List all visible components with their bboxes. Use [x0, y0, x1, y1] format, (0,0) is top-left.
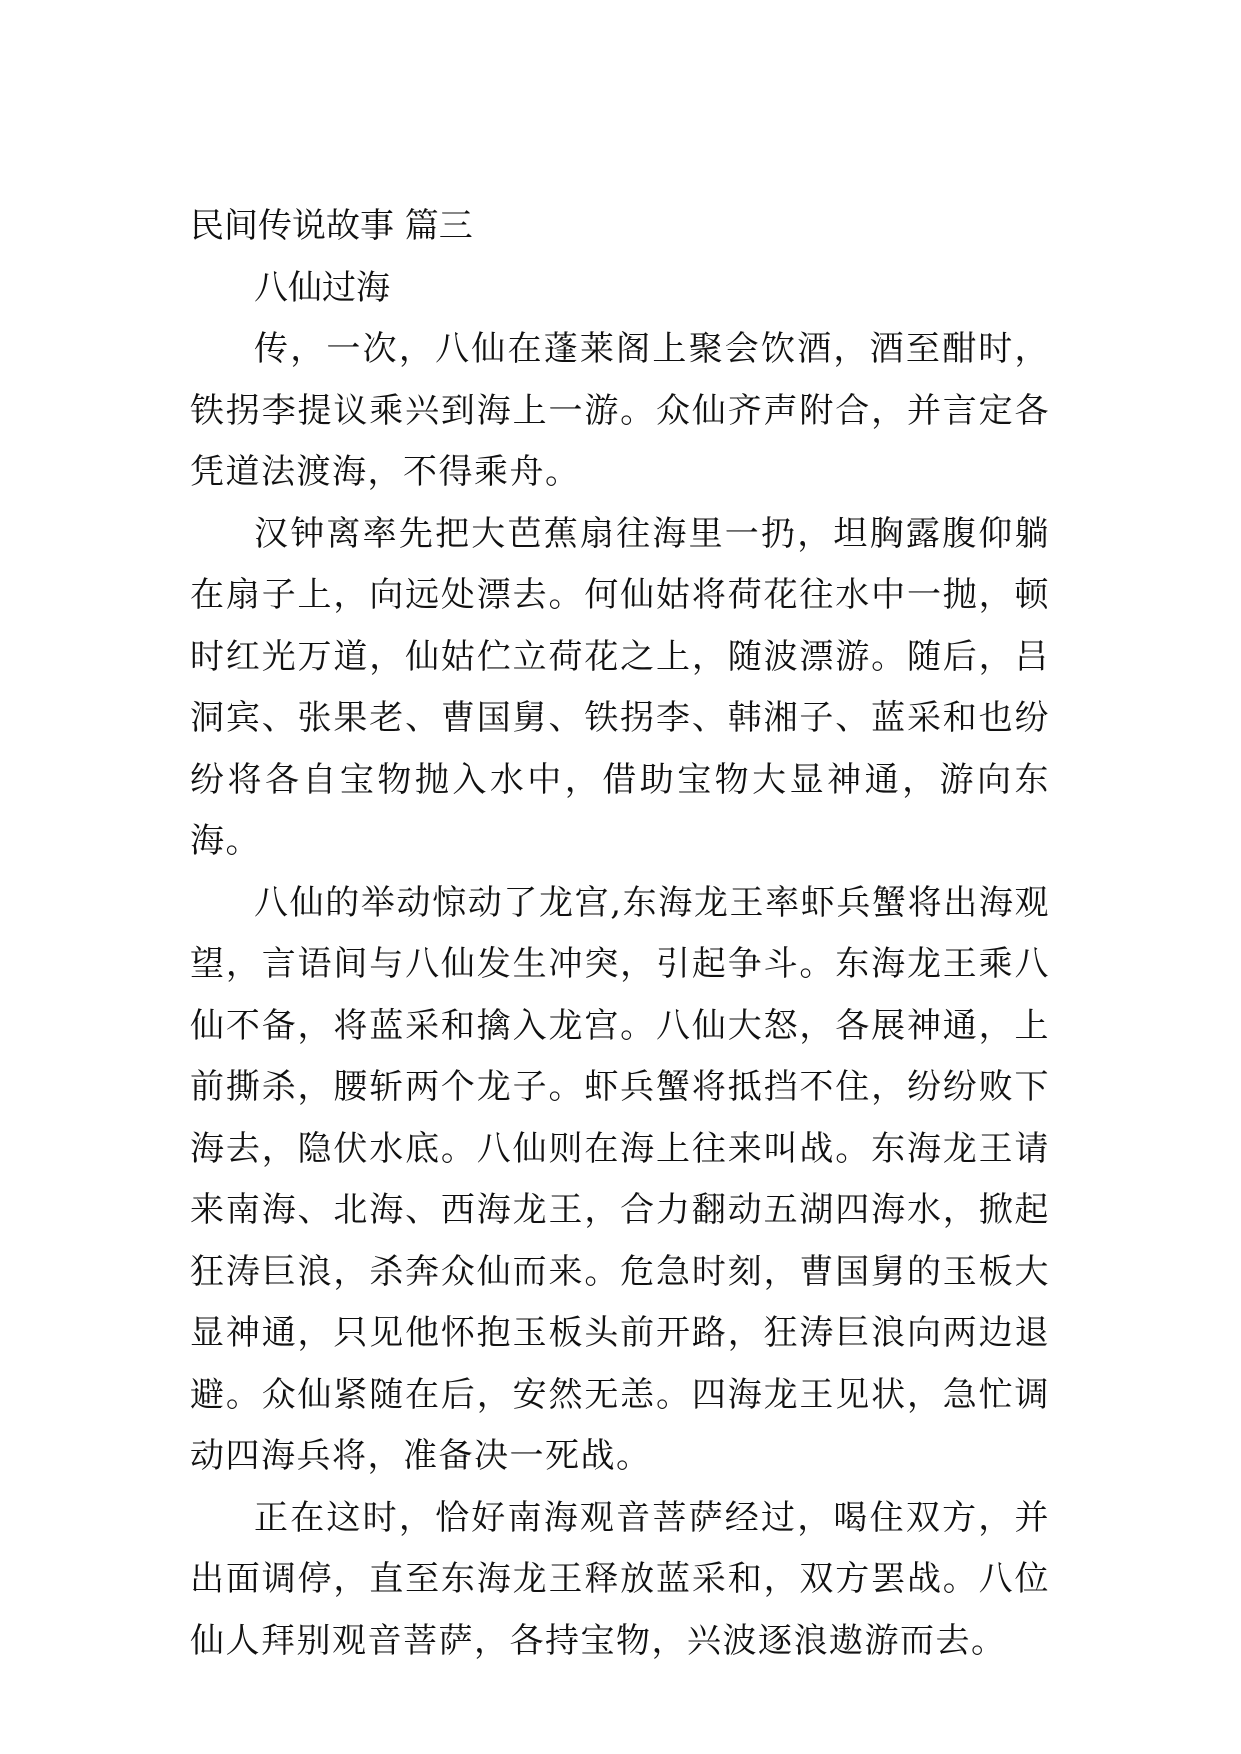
paragraph: 正在这时，恰好南海观音菩萨经过，喝住双方，并出面调停，直至东海龙王释放蓝采和，双方罢战。八位仙人拜别观音菩萨，各持宝物，兴波逐浪遨游而去。 — [190, 1497, 1050, 1661]
document-heading: 民间传说故事 篇三 — [190, 206, 473, 246]
paragraph: 汉钟离率先把大芭蕉扇往海里一扔，坦胸露腹仰躺在扇子上，向远处漂去。何仙姑将荷花往水中一抛，顿时红光万道，仙姑伫立荷花之上，随波漂游。随后，吕洞宾、张果老、曹国舅、铁拐李、韩湘子、蓝采和也纷纷将各自宝物抛入水中，借助宝物大显神通，游向东海。 — [190, 513, 1050, 861]
story-title: 八仙过海 — [254, 267, 390, 308]
paragraph: 传，一次，八仙在蓬莱阁上聚会饮酒，酒至酣时，铁拐李提议乘兴到海上一游。众仙齐声附合，并言定各凭道法渡海，不得乘舟。 — [190, 329, 1050, 492]
paragraph: 八仙的举动惊动了龙宫,东海龙王率虾兵蟹将出海观望，言语间与八仙发生冲突，引起争斗。东海龙王乘八仙不备，将蓝采和擒入龙宫。八仙大怒，各展神通，上前撕杀，腰斩两个龙子。虾兵蟹将抵挡不住，纷纷败下海去，隐伏水底。八仙则在海上往来叫战。东海龙王请来南海、北海、西海龙王，合力翻动五湖四海水，掀起狂涛巨浪，杀奔众仙而来。危急时刻，曹国舅的玉板大显神通，只见他怀抱玉板头前开路，狂涛巨浪向两边退避。众仙紧随在后，安然无恙。四海龙王见状，急忙调动四海兵将，准备决一死战。 — [190, 882, 1050, 1476]
document-body — [190, 196, 1050, 1672]
